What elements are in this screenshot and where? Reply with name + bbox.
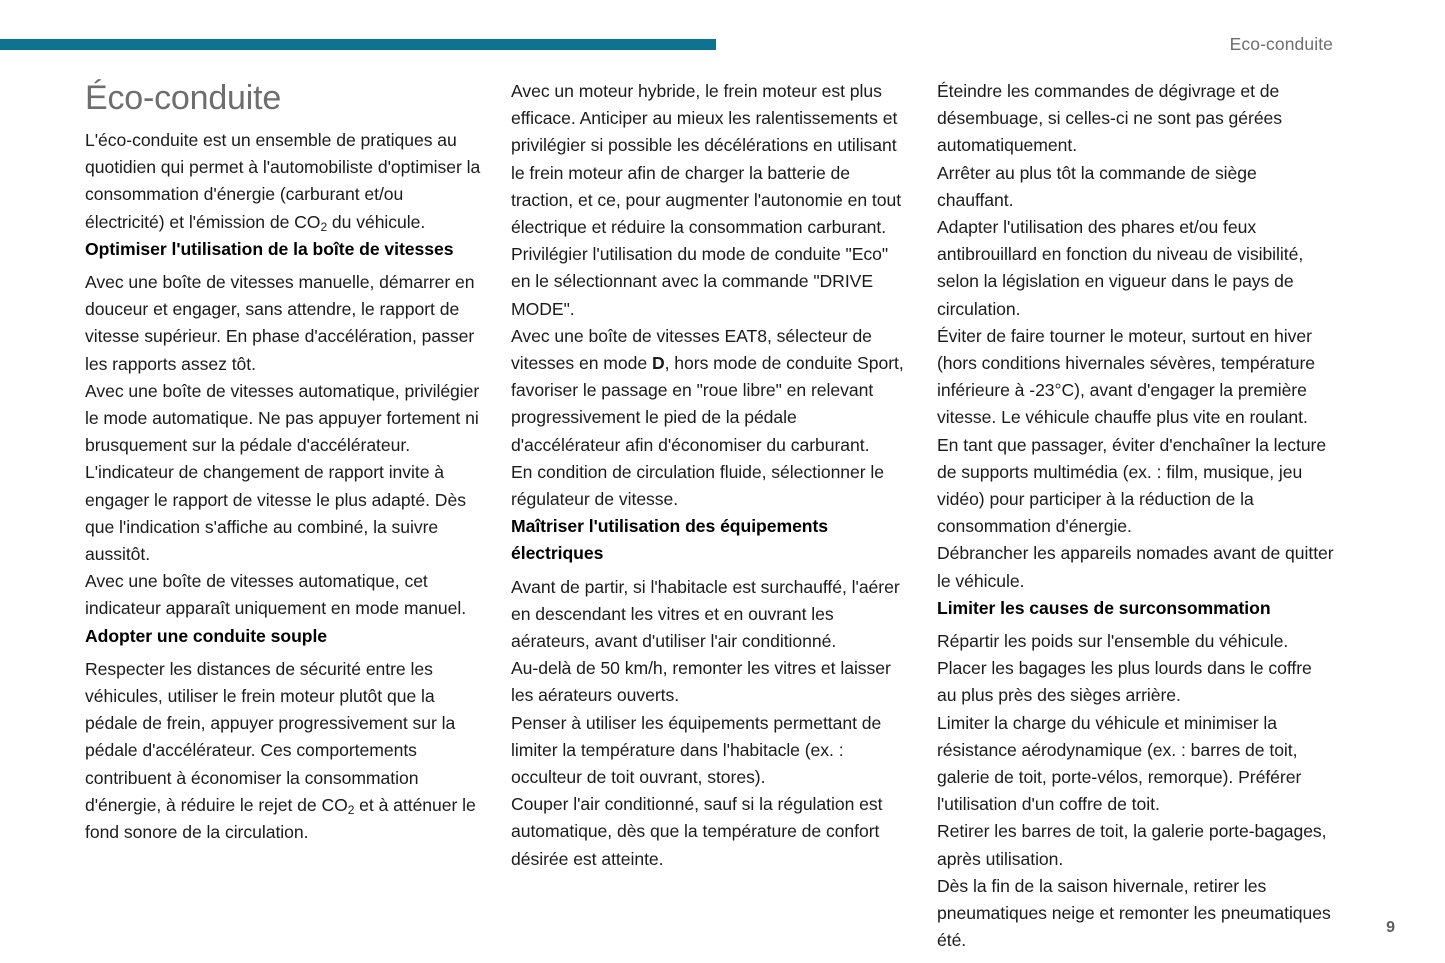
- paragraph-50kmh: Au-delà de 50 km/h, remonter les vitres et laisser les aérateurs ouverts.: [511, 658, 891, 706]
- paragraph-retirer-barres: Retirer les barres de toit, la galerie porte-bagages, après utilisation.: [937, 821, 1327, 869]
- heading-equipements-electriques: Maîtriser l'utilisation des équipements électriques: [511, 516, 829, 564]
- paragraph-indicateur: L'indicateur de changement de rapport invite à engager le rapport de vitesse le plus adapté. Dès que l'indication s'affiche au combiné, la suivre aussitôt.: [85, 462, 466, 565]
- page-columns: [85, 78, 1365, 955]
- paragraph-eat8: [511, 323, 910, 459]
- paragraph-repartir-poids: Répartir les poids sur l'ensemble du véhicule.: [937, 631, 1289, 652]
- paragraph-equipements-temperature: Penser à utiliser les équipements permettant de limiter la température dans l'habitacle (ex. : occulteur de toit ouvrant, stores).: [511, 712, 882, 788]
- running-head: Eco-conduite: [1229, 34, 1333, 54]
- paragraph-siege-chauffant: Arrêter au plus tôt la commande de siège chauffant.: [937, 162, 1257, 210]
- co2-subscript-1: 2: [320, 219, 328, 234]
- column-2: [511, 78, 910, 955]
- paragraph-intro: [85, 127, 484, 236]
- column-3: [937, 78, 1336, 955]
- souple-text-2: et à atténuer le fond sonore de la circulation.: [85, 794, 476, 843]
- eat8-text-2: , hors mode de conduite Sport, favoriser le passage en "roue libre" en relevant progressivement le pied de la pédale d'accélérateur afin d'économiser du carburant.: [511, 353, 904, 455]
- paragraph-moteur-hiver: Éviter de faire tourner le moteur, surtout en hiver (hors conditions hivernales sévères, température inférieure à -23°C), avant d'engager la première vitesse. Le véhicule chauffe plus vite en roulant.: [937, 325, 1316, 428]
- co2-subscript-2: 2: [347, 802, 355, 817]
- paragraph-degivrage: Éteindre les commandes de dégivrage et de désembuage, si celles-ci ne sont pas gérées automatiquement.: [937, 81, 1283, 156]
- paragraph-bagages: Placer les bagages les plus lourds dans le coffre au plus près des sièges arrière.: [937, 658, 1312, 706]
- paragraph-automatique: Avec une boîte de vitesses automatique, privilégier le mode automatique. Ne pas appuyer fortement ni brusquement sur la pédale d'accélérateur.: [85, 380, 480, 456]
- eat8-text-1: Avec une boîte de vitesses EAT8, sélecteur de vitesses en mode: [511, 325, 872, 374]
- paragraph-charge-aerodynamique: Limiter la charge du véhicule et minimiser la résistance aérodynamique (ex. : barres de toit, galerie de toit, porte-vélos, remorque). Préférer l'utilisation d'un coffre de toit.: [937, 712, 1302, 815]
- paragraph-hybride: Avec un moteur hybride, le frein moteur est plus efficace. Anticiper au mieux les ralentissements et privilégier si possible les décélérations en utilisant le frein moteur afin de charger la batterie de traction, et ce, pour augmenter l'autonomie en tout électrique et réduire la consommation carburant.: [511, 81, 902, 238]
- paragraph-appareils-nomades: Débrancher les appareils nomades avant de quitter le véhicule.: [937, 543, 1334, 591]
- paragraph-mode-eco: Privilégier l'utilisation du mode de conduite "Eco" en le sélectionnant avec la commande "DRIVE MODE".: [511, 244, 889, 319]
- paragraph-regulateur: En condition de circulation fluide, sélectionner le régulateur de vitesse.: [511, 461, 885, 510]
- page-number: 9: [1386, 919, 1395, 936]
- paragraph-conduite-souple: [85, 656, 484, 846]
- paragraph-passager-multimedia: En tant que passager, éviter d'enchaîner la lecture de supports multimédia (ex. : film, musique, jeu vidéo) pour participer à la réduction de la consommation d'énergie.: [937, 434, 1327, 537]
- column-1: [85, 78, 484, 955]
- header-accent-rule: [0, 39, 716, 50]
- paragraph-phares: Adapter l'utilisation des phares et/ou feux antibrouillard en fonction du niveau de visibilité, selon la législation en vigueur dans le pays de circulation.: [937, 217, 1304, 319]
- paragraph-air-conditionne: Couper l'air conditionné, sauf si la régulation est automatique, dès que la température de confort désirée est atteinte.: [511, 794, 883, 869]
- paragraph-habitacle-surchauffe: Avant de partir, si l'habitacle est surchauffé, l'aérer en descendant les vitres et en ouvrant les aérateurs, avant d'utiliser l'air conditionné.: [511, 576, 900, 652]
- souple-text-1: Respecter les distances de sécurité entre les véhicules, utiliser le frein moteur plutôt que la pédale de frein, appuyer progressivement sur la pédale d'accélérateur. Ces comportements contribuent à économiser la consommation d'énergie, à réduire le rejet de CO: [85, 658, 456, 815]
- intro-text-2: du véhicule.: [327, 211, 426, 232]
- heading-conduite-souple: Adopter une conduite souple: [85, 625, 328, 646]
- heading-boite-de-vitesses: Optimiser l'utilisation de la boîte de vitesses: [85, 238, 454, 259]
- paragraph-indicateur-mode-manuel: Avec une boîte de vitesses automatique, cet indicateur apparaît uniquement en mode manuel.: [85, 571, 467, 619]
- intro-text-1: L'éco-conduite est un ensemble de pratiques au quotidien qui permet à l'automobiliste d'optimiser la consommation d'énergie (carburant et/ou électricité) et l'émission de CO: [85, 130, 481, 232]
- paragraph-pneumatiques: Dès la fin de la saison hivernale, retirer les pneumatiques neige et remonter les pneumatiques été.: [937, 875, 1331, 951]
- page-title: Éco-conduite: [85, 79, 282, 117]
- paragraph-manuelle: Avec une boîte de vitesses manuelle, démarrer en douceur et engager, sans attendre, le rapport de vitesse supérieur. En phase d'accélération, passer les rapports assez tôt.: [85, 272, 475, 374]
- heading-surconsommation: Limiter les causes de surconsommation: [937, 597, 1271, 618]
- eat8-mode-letter: D: [651, 353, 665, 374]
